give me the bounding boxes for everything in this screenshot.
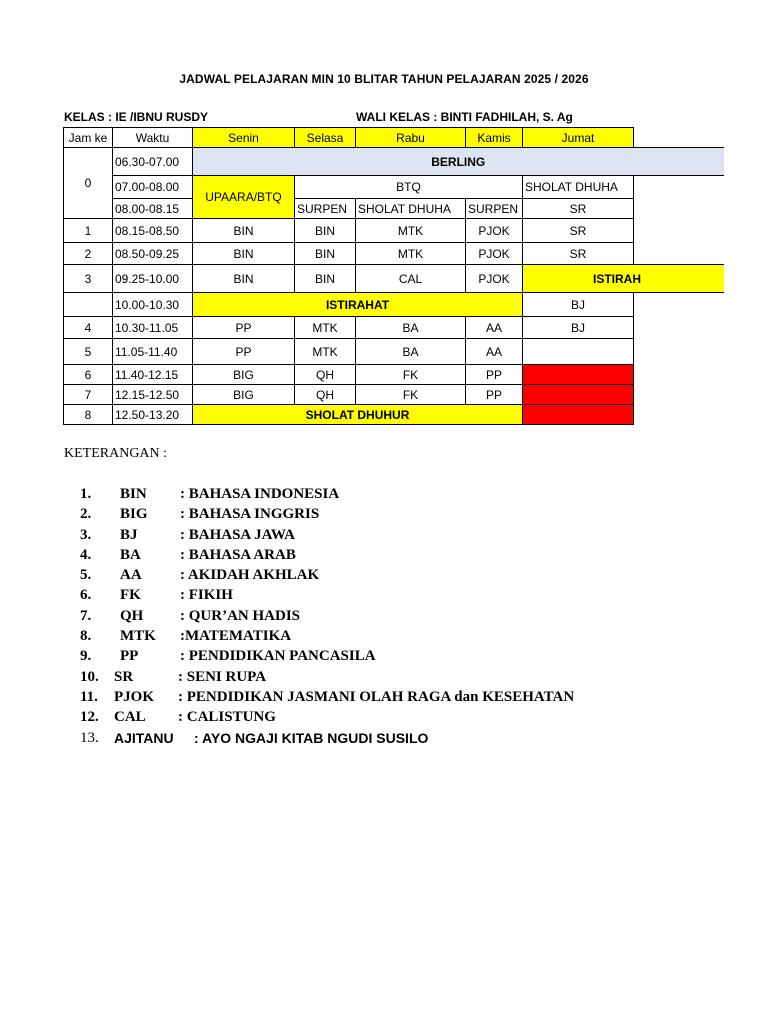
waktu-cell: 08.50-09.25 xyxy=(113,243,193,265)
class-label: KELAS : IE /IBNU RUSDY xyxy=(64,110,209,124)
selasa-cell: QH xyxy=(295,365,356,385)
table-header-row xyxy=(64,128,724,148)
kamis-cell: PP xyxy=(466,365,523,385)
senin-cell: BIN xyxy=(193,265,295,293)
jam-cell: 3 xyxy=(64,265,113,293)
waktu-cell: 06.30-07.00 xyxy=(113,148,193,176)
selasa-cell: QH xyxy=(295,385,356,405)
selasa-cell: SURPEN xyxy=(295,199,356,219)
header-waktu: Waktu xyxy=(113,128,193,148)
jam-cell: 5 xyxy=(64,339,113,365)
table-row xyxy=(64,176,724,199)
waktu-cell: 09.25-10.00 xyxy=(113,265,193,293)
schedule-table xyxy=(63,127,724,425)
rabu-cell: FK xyxy=(356,385,466,405)
rabu-cell: CAL xyxy=(356,265,466,293)
selasa-cell: BIN xyxy=(295,243,356,265)
keterangan-heading: KETERANGAN : xyxy=(64,446,168,461)
kamis-cell: AA xyxy=(466,339,523,365)
homeroom-teacher-label: WALI KELAS : BINTI FADHILAH, S. Ag xyxy=(356,110,573,124)
selasa-cell: MTK xyxy=(295,317,356,339)
btq-cell: BTQ xyxy=(295,176,523,199)
upacara-cell: UPAARA/BTQ xyxy=(193,176,295,219)
rabu-cell: BA xyxy=(356,339,466,365)
jam-cell: 1 xyxy=(64,219,113,243)
table-row xyxy=(64,148,724,176)
table-row xyxy=(64,219,724,243)
waktu-cell: 10.30-11.05 xyxy=(113,317,193,339)
table-row xyxy=(64,265,724,293)
rabu-cell: FK xyxy=(356,365,466,385)
senin-cell: BIN xyxy=(193,243,295,265)
waktu-cell: 12.15-12.50 xyxy=(113,385,193,405)
table-row xyxy=(64,293,724,317)
kamis-cell: PJOK xyxy=(466,265,523,293)
waktu-cell: 07.00-08.00 xyxy=(113,176,193,199)
rabu-cell: SHOLAT DHUHA xyxy=(356,199,466,219)
waktu-cell: 11.05-11.40 xyxy=(113,339,193,365)
jumat-cell: SR xyxy=(523,243,634,265)
table-row xyxy=(64,385,724,405)
kamis-cell: PJOK xyxy=(466,243,523,265)
waktu-cell: 10.00-10.30 xyxy=(113,293,193,317)
header-selasa: Selasa xyxy=(295,128,356,148)
header-jam: Jam ke xyxy=(64,128,113,148)
jumat-cell: SR xyxy=(523,219,634,243)
kamis-cell: AA xyxy=(466,317,523,339)
jam-cell: 7 xyxy=(64,385,113,405)
waktu-cell: 11.40-12.15 xyxy=(113,365,193,385)
jumat-cell: BJ xyxy=(523,293,634,317)
table-row xyxy=(64,405,724,425)
selasa-cell: BIN xyxy=(295,265,356,293)
rabu-cell: BA xyxy=(356,317,466,339)
senin-cell: PP xyxy=(193,339,295,365)
waktu-cell: 08.15-08.50 xyxy=(113,219,193,243)
jumat-cell xyxy=(523,365,634,385)
selasa-cell: BIN xyxy=(295,219,356,243)
sholat-dhuhur-cell: SHOLAT DHUHUR xyxy=(193,405,523,425)
page-title: JADWAL PELAJARAN MIN 10 BLITAR TAHUN PELAJARAN 2025 / 2026 xyxy=(179,72,589,86)
selasa-cell: MTK xyxy=(295,339,356,365)
jam-cell: 6 xyxy=(64,365,113,385)
jumat-istirahat-cell: ISTIRAH xyxy=(523,265,724,293)
jumat-cell xyxy=(523,405,634,425)
kamis-cell: SURPEN xyxy=(466,199,523,219)
jam-cell: 0 xyxy=(64,148,113,219)
table-row xyxy=(64,339,724,365)
jam-cell: 2 xyxy=(64,243,113,265)
waktu-cell: 08.00-08.15 xyxy=(113,199,193,219)
senin-cell: BIG xyxy=(193,365,295,385)
jumat-cell: SHOLAT DHUHA xyxy=(523,176,634,199)
header-rabu: Rabu xyxy=(356,128,466,148)
jumat-cell: SR xyxy=(523,199,634,219)
senin-cell: BIG xyxy=(193,385,295,405)
rabu-cell: MTK xyxy=(356,243,466,265)
jumat-cell xyxy=(523,385,634,405)
berling-cell: BERLING xyxy=(193,148,724,176)
kamis-cell: PJOK xyxy=(466,219,523,243)
header-kamis: Kamis xyxy=(466,128,523,148)
table-row xyxy=(64,243,724,265)
jam-cell xyxy=(64,293,113,317)
table-row xyxy=(64,317,724,339)
jumat-cell: BJ xyxy=(523,317,634,339)
jam-cell: 8 xyxy=(64,405,113,425)
table-row xyxy=(64,199,724,219)
kamis-cell: PP xyxy=(466,385,523,405)
rabu-cell: MTK xyxy=(356,219,466,243)
header-senin: Senin xyxy=(193,128,295,148)
header-jumat: Jumat xyxy=(523,128,634,148)
senin-cell: BIN xyxy=(193,219,295,243)
istirahat-cell: ISTIRAHAT xyxy=(193,293,523,317)
waktu-cell: 12.50-13.20 xyxy=(113,405,193,425)
jumat-cell xyxy=(523,339,634,365)
table-row xyxy=(64,365,724,385)
senin-cell: PP xyxy=(193,317,295,339)
jam-cell: 4 xyxy=(64,317,113,339)
